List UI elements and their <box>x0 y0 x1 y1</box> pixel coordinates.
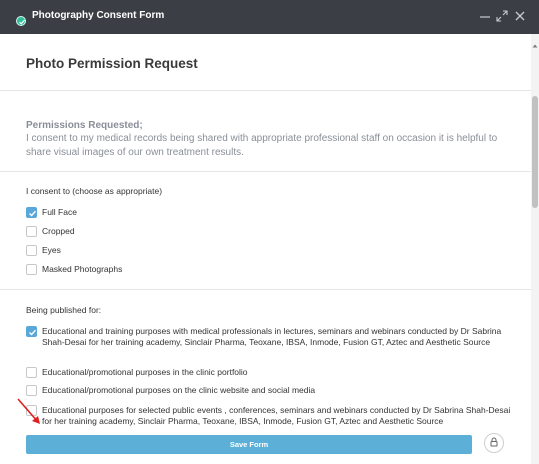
expand-icon[interactable] <box>495 9 509 23</box>
checkbox[interactable] <box>26 226 37 237</box>
vertical-scrollbar[interactable] <box>531 34 539 464</box>
option-label: Cropped <box>42 226 75 236</box>
option-website-social[interactable] <box>26 385 512 396</box>
checkbox[interactable] <box>26 367 37 378</box>
option-educational-training[interactable] <box>26 326 512 348</box>
scroll-down-icon[interactable] <box>532 456 538 462</box>
lock-button[interactable] <box>484 433 504 453</box>
permissions-text: I consent to my medical records being shared with appropriate professional staff on occasion it is helpful to share visual images of our own treatment results. <box>26 133 498 158</box>
close-icon[interactable] <box>513 9 527 23</box>
checkbox[interactable] <box>26 245 37 256</box>
option-clinic-portfolio[interactable] <box>26 367 512 378</box>
form-content <box>0 34 531 464</box>
app-check-icon <box>16 16 26 26</box>
option-public-events[interactable] <box>26 405 512 427</box>
consent-section-label: I consent to (choose as appropriate) <box>26 186 163 196</box>
option-label: Masked Photographs <box>42 264 123 274</box>
scroll-up-icon[interactable] <box>532 36 538 42</box>
divider <box>0 90 531 91</box>
lock-icon <box>489 434 499 452</box>
divider <box>0 171 531 172</box>
option-label: Educational/promotional purposes on the clinic website and social media <box>42 385 316 395</box>
checkbox[interactable] <box>26 385 37 396</box>
minimize-icon[interactable] <box>478 9 492 23</box>
annotation-arrow-icon <box>14 396 44 431</box>
window-title: Photography Consent Form <box>32 10 165 21</box>
checkbox-checked[interactable] <box>26 207 37 218</box>
option-label: Educational/promotional purposes in the clinic portfolio <box>42 367 248 377</box>
option-eyes[interactable] <box>26 245 61 256</box>
window-titlebar <box>0 0 539 34</box>
published-section-label: Being published for: <box>26 305 102 315</box>
option-label: Educational purposes for selected public events , conferences, seminars and webinars conducted by Dr Sabrina Shah-Desai for her training academy, Sinclair Pharma, Teoxane, IBSA, Inmode, Fusion GT, Aztec and Aesthetic Source <box>42 405 511 426</box>
scrollbar-thumb[interactable] <box>532 96 538 208</box>
save-form-button[interactable]: Save Form <box>26 435 472 454</box>
option-label: Full Face <box>42 207 77 217</box>
checkbox[interactable] <box>26 264 37 275</box>
divider <box>0 289 531 290</box>
option-masked-photographs[interactable] <box>26 264 122 275</box>
option-label: Educational and training purposes with medical professionals in lectures, seminars and webinars conducted by Dr Sabrina Shah-Desai for her training academy, Sinclair Pharma, Teoxane, IBSA, Inmode, Fusion GT, Aztec and Aesthetic Source <box>42 326 502 347</box>
page-title: Photo Permission Request <box>26 56 198 71</box>
option-cropped[interactable] <box>26 226 75 237</box>
checkbox-checked[interactable] <box>26 326 37 337</box>
option-full-face[interactable] <box>26 207 77 218</box>
option-label: Eyes <box>42 245 61 255</box>
permissions-title: Permissions Requested; <box>26 120 143 131</box>
